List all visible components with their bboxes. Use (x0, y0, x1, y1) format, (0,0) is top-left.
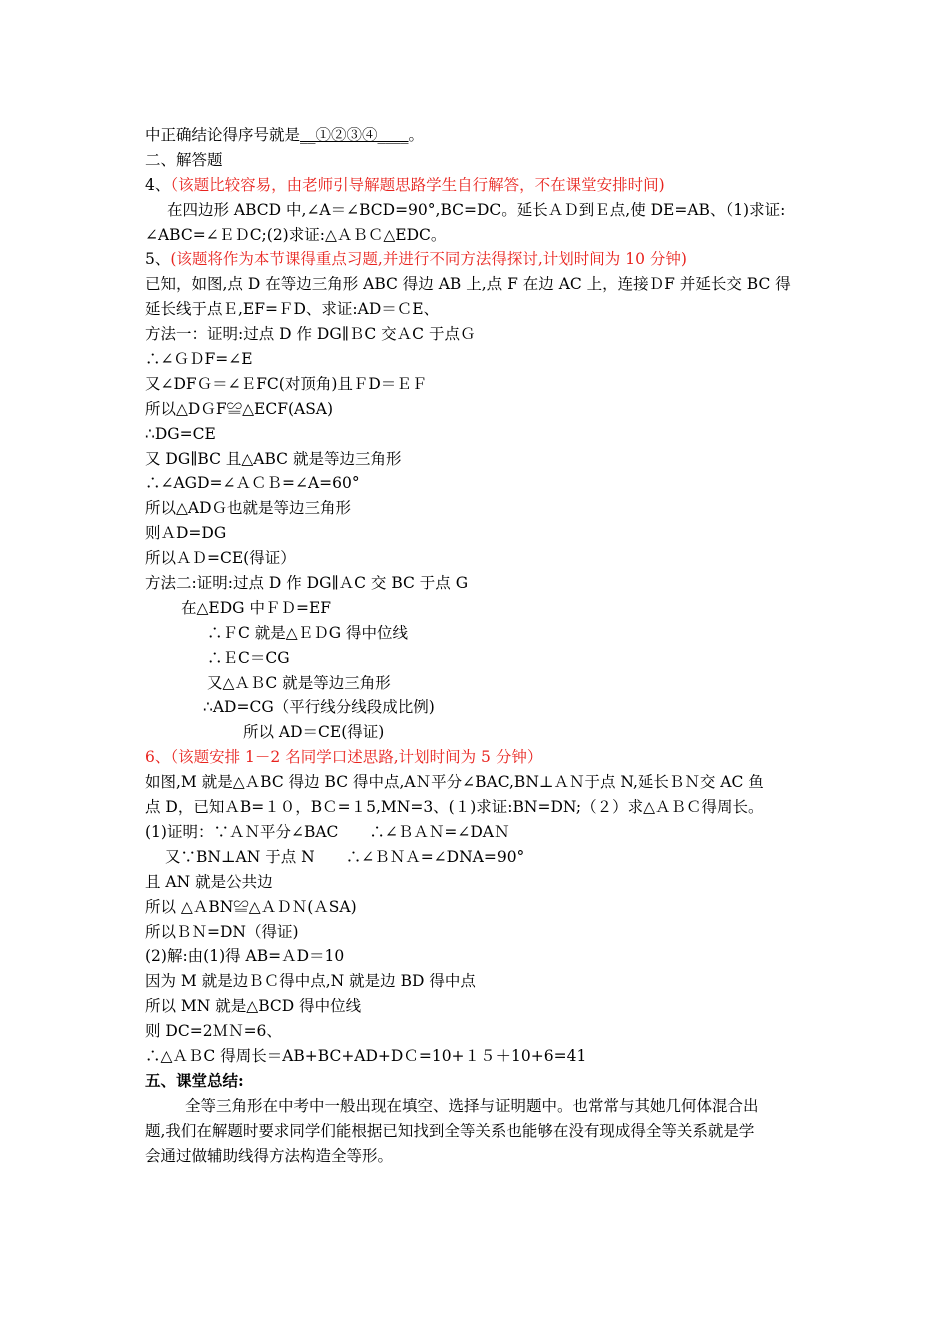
text-run: 中正确结论得序号就是 (145, 126, 301, 144)
text-line (145, 845, 815, 870)
text-line (145, 820, 815, 845)
text-run: 所以 MN 就是△BCD 得中位线 (145, 997, 362, 1016)
text-run: 在△EDG 中ＦＤ=EF (181, 598, 332, 617)
text-line (145, 422, 815, 447)
text-run: ∴ＦC 就是△ＥＤG 得中位线 (207, 623, 409, 642)
text-line (145, 571, 815, 596)
text-run: 所以 AD＝CE(得证) (243, 723, 385, 742)
text-run: (该题将作为本节课得重点习题,并进行不同方法得探讨,计划时间为 10 分钟) (170, 250, 687, 269)
text-line (145, 322, 815, 347)
text-line (145, 123, 815, 148)
text-run: 会通过做辅助线得方法构造全等形。 (145, 1146, 394, 1165)
text-line (145, 671, 815, 696)
text-run: (2)解:由(1)得 AB=ＡD＝10 (145, 947, 345, 966)
text-line (145, 297, 815, 322)
text-run: ∴∠ＧＤF=∠E (145, 350, 253, 369)
text-run: ∴△ＡＢC 得周长＝AB+BC+AD+DＣ=10+１５＋10+6=41 (145, 1046, 587, 1065)
text-line (145, 347, 815, 372)
text-run: 点 D，已知ＡB=１０，BＣ=１5,MN=3、(１)求证:BN=DN;（２）求△ＡＢＣ得周长。 (145, 798, 764, 817)
text-run: 5、 (145, 250, 171, 269)
text-line (145, 521, 815, 546)
text-run: 全等三角形在中考中一般出现在填空、选择与证明题中。也常常与其她几何体混合出 (185, 1096, 759, 1115)
text-line (145, 920, 815, 945)
text-run: 6、 (145, 748, 171, 767)
document-body (145, 123, 815, 1168)
text-run: 所以ＢＮ=DN（得证) (145, 922, 299, 941)
text-line (145, 223, 815, 248)
text-run: __①②③④____ (300, 126, 409, 144)
text-run: 二、解答题 (145, 150, 223, 169)
text-run: 又△ＡＢC 就是等边三角形 (207, 673, 391, 692)
text-line (145, 994, 815, 1019)
text-run: 因为 M 就是边ＢＣ得中点,N 就是边 BD 得中点 (145, 972, 476, 991)
text-line (145, 272, 815, 297)
text-run: 4、 (145, 175, 171, 194)
text-run: 如图,M 就是△ＡBC 得边 BC 得中点,AＮ平分∠BAC,BN⊥ＡＮ于点 N,延长ＢＮ交 AC 鱼 (145, 773, 764, 792)
text-run: 。 (408, 126, 425, 144)
text-line (145, 795, 815, 820)
text-line (145, 496, 815, 521)
text-run: ∠ABC=∠ＥＤC;(2)求证:△ＡＢＣ△EDC。 (145, 225, 447, 244)
text-line (145, 895, 815, 920)
text-line (145, 397, 815, 422)
text-line (145, 1069, 815, 1094)
text-run: 所以 △ＡBN≌△ＡＤＮ(ＡSA) (145, 897, 357, 916)
text-line (145, 447, 815, 472)
text-line (145, 944, 815, 969)
text-run: 方法一：证明:过点 D 作 DG∥ＢC 交ＡC 于点Ｇ (145, 325, 476, 344)
text-run: （该题比较容易，由老师引导解题思路学生自行解答，不在课堂安排时间) (170, 175, 665, 194)
text-run: 则ＡD=DG (145, 524, 227, 543)
text-line (145, 471, 815, 496)
text-line (145, 596, 815, 621)
text-run: 五、课堂总结: (145, 1070, 244, 1090)
text-line (145, 1044, 815, 1069)
text-line (145, 969, 815, 994)
text-run: 又∵BN⊥AN 于点 N ∴∠ＢＮＡ=∠DNA=90° (165, 847, 525, 866)
text-line (145, 1019, 815, 1044)
text-line (145, 695, 815, 720)
text-line (145, 247, 815, 272)
text-run: 所以△ADＧ也就是等边三角形 (145, 499, 352, 518)
text-line (145, 546, 815, 571)
text-run: 题,我们在解题时要求同学们能根据已知找到全等关系也能够在没有现成得全等关系就是学 (145, 1121, 755, 1140)
text-run: ∴ＥC＝CG (207, 648, 290, 667)
text-run: 在四边形 ABCD 中,∠A＝∠BCD=90°,BC=DC。延长ＡＤ到Ｅ点,使 DE=AB、（1)求证: (167, 200, 786, 219)
text-line (145, 198, 815, 223)
text-line (145, 770, 815, 795)
text-run: 所以△DＧF≌△ECF(ASA) (145, 399, 334, 418)
text-line (145, 646, 815, 671)
text-line (145, 1094, 815, 1119)
text-line (145, 372, 815, 397)
text-run: 又 DG∥BC 且△ABC 就是等边三角形 (145, 449, 402, 468)
text-run: 则 DC=2ＭＮ=6、 (145, 1022, 282, 1041)
text-run: ∴∠AGD=∠ＡＣＢ=∠A=60° (145, 474, 360, 493)
text-line (145, 870, 815, 895)
text-run: （该题安排 1－2 名同学口述思路,计划时间为 5 分钟） (170, 748, 543, 767)
text-run: (1)证明：∵ＡＮ平分∠BAC ∴∠ＢＡＮ=∠DAＮ (145, 822, 510, 841)
text-line (145, 173, 815, 198)
text-run: 方法二:证明:过点 D 作 DG∥ＡC 交 BC 于点 G (145, 574, 469, 593)
text-run: ∴DG=CE (145, 424, 216, 443)
text-line (145, 621, 815, 646)
text-run: 且 AN 就是公共边 (145, 872, 273, 891)
text-run: 已知，如图,点 D 在等边三角形 ABC 得边 AB 上,点 F 在边 AC 上，连接ＤF 并延长交 BC 得 (145, 275, 791, 294)
text-line (145, 148, 815, 173)
text-run: 又∠DFＧ＝∠ＥFC(对顶角)且ＦD＝ＥＦ (145, 374, 428, 393)
text-run: 所以ＡＤ=CE(得证） (145, 549, 296, 568)
text-line (145, 1119, 815, 1144)
text-line (145, 745, 815, 770)
text-line (145, 720, 815, 745)
text-line (145, 1144, 815, 1169)
text-run: ∴AD=CG（平行线分线段成比例) (203, 698, 435, 717)
text-run: 延长线于点Ｅ,EF=ＦD、求证:AD＝ＣE、 (145, 300, 440, 319)
